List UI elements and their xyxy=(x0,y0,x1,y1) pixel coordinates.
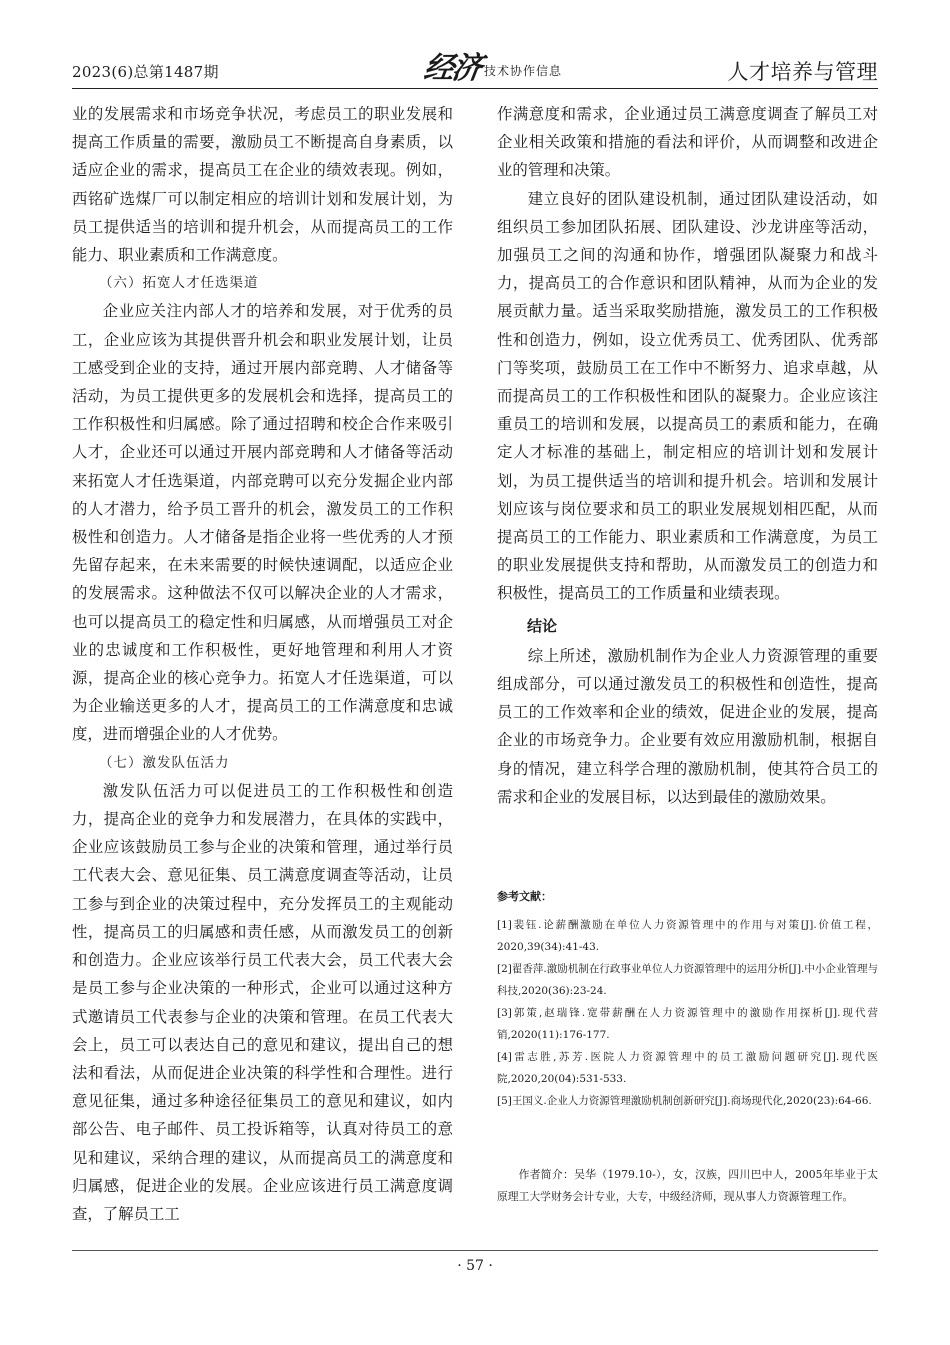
subheading-7: （七）激发队伍活力 xyxy=(99,754,230,771)
paragraph: 作满意度和需求，企业通过员工满意度调查了解员工对企业相关政策和措施的看法和评价，从而调整和改进企业的管理和决策。 xyxy=(497,105,878,180)
journal-subtitle: 技术协作信息 xyxy=(484,64,563,78)
footer-rule xyxy=(72,1250,878,1251)
reference-item: [4]雷志胜,苏芳.医院人力资源管理中的员工激励问题研究[J].现代医院,2020,20(04):531-533. xyxy=(497,1051,878,1085)
references xyxy=(497,886,878,1112)
paragraph: 激发队伍活力可以促进员工的工作积极性和创造力，提高企业的竞争力和发展潜力，在具体的实践中，企业应该鼓励员工参与企业的决策和管理，通过举行员工代表大会、意见征集、员工满意度调查等活动，让员工参与到企业的决策过程中，充分发挥员工的主观能动性，提高员工的归属感和责任感，从而激发员工的创新和创造力。企业应该举行员工代表大会，员工代表大会是员工参与企业决策的一种形式，企业可以通过这种方式邀请员工代表参与企业的决策和管理。在员工代表大会上，员工可以表达自己的意见和建议，提出自己的想法和看法，从而促进企业决策的科学性和合理性。进行意见征集，通过多种途径征集员工的意见和建议，如内部公告、电子邮件、员工投诉箱等，认真对待员工的意见和建议，采纳合理的建议，从而提高员工的满意度和归属感，促进企业的发展。企业应该进行员工满意度调查，了解员工工 xyxy=(72,781,453,1223)
references-title: 参考文献： xyxy=(497,890,552,903)
issue-label: 2023(6)总第1487期 xyxy=(72,63,219,81)
paragraph: 综上所述，激励机制作为企业人力资源管理的重要组成部分，可以通过激发员工的积极性和创造性，提高员工的工作效率和企业的绩效，促进企业的发展，提高企业的市场竞争力。企业要有效应用激励机制，根据自身的情况，建立科学合理的激励机制，使其符合员工的需求和企业的发展目标，以达到最佳的激励效果。 xyxy=(497,646,878,806)
left-column xyxy=(72,100,453,1228)
section-title: 人才培养与管理 xyxy=(727,60,878,84)
subheading-6: （六）拓宽人才任选渠道 xyxy=(99,275,259,292)
conclusion-heading: 结论 xyxy=(527,616,558,635)
author-bio: 作者简介：吴华（1979.10-），女，汉族，四川巴中人，2005年毕业于太原理工大学财务会计专业，大专，中级经济师，现从事人力资源管理工作。 xyxy=(497,1168,878,1203)
reference-item: [3]郭策,赵瑞锋.宽带薪酬在人力资源管理中的激励作用探析[J].现代营销,2020(11):176-177. xyxy=(497,1007,878,1041)
header-rule xyxy=(72,88,878,89)
paragraph: 业的发展需求和市场竞争状况，考虑员工的职业发展和提高工作质量的需要，激励员工不断提高自身素质，以适应企业的需求，提高员工在企业的绩效表现。例如，西铭矿选煤厂可以制定相应的培训计划和发展计划，为员工提供适当的培训和提升机会，从而提高员工的工作能力、职业素质和工作满意度。 xyxy=(72,105,453,265)
reference-item: [5]王国义.企业人力资源管理激励机制创新研究[J].商场现代化,2020(23):64-66. xyxy=(497,1095,872,1107)
paragraph: 建立良好的团队建设机制，通过团队建设活动，如组织员工参加团队拓展、团队建设、沙龙讲座等活动，加强员工之间的沟通和协作，增强团队凝聚力和战斗力，提高员工的合作意识和团队精神，从而为企业的发展贡献力量。适当采取奖励措施，激发员工的工作积极性和创造力，例如，设立优秀员工、优秀团队、优秀部门等奖项，鼓励员工在工作中不断努力、追求卓越，从而提高员工的工作积极性和团队的凝聚力。企业应该注重员工的培训和发展，以提高员工的素质和能力，在确定人才标准的基础上，制定相应的培训计划和发展计划，为员工提供适当的培训和提升机会。培训和发展计划应该与岗位要求和员工的职业发展规划相匹配，从而提高员工的工作能力、职业素质和工作满意度，为员工的职业发展提供支持和帮助，从而激发员工的创造力和积极性，提高员工的工作质量和业绩表现。 xyxy=(497,189,878,603)
journal-masthead xyxy=(421,51,563,86)
journal-logo: 经济 xyxy=(421,51,483,86)
page-header xyxy=(72,46,878,86)
paragraph: 企业应关注内部人才的培养和发展，对于优秀的员工，企业应该为其提供晋升机会和职业发展计划，让员工感受到企业的支持，通过开展内部竞聘、人才储备等活动，为员工提供更多的发展机会和选择，提高员工的工作积极性和归属感。除了通过招聘和校企合作来吸引人才，企业还可以通过开展内部竞聘和人才储备等活动来拓宽人才任选渠道，内部竞聘可以充分发掘企业内部的人才潜力，给予员工晋升的机会，激发员工的工作积极性和创造力。人才储备是指企业将一些优秀的人才预先留存起来，在未来需要的时候快速调配，以适应企业的发展需求。这种做法不仅可以解决企业的人才需求，也可以提高员工的稳定性和归属感，从而增强员工对企业的忠诚度和工作积极性，更好地管理和利用人才资源，提高企业的核心竞争力。拓宽人才任选渠道，可以为企业输送更多的人才，提高员工的工作满意度和忠诚度，进而增强企业的人才优势。 xyxy=(72,302,453,744)
reference-item: [2]翟香萍.激励机制在行政事业单位人力资源管理中的运用分析[J].中小企业管理与科技,2020(36):23-24. xyxy=(497,963,878,997)
page-number: · 57 · xyxy=(457,1258,493,1274)
reference-item: [1]裴钰.论薪酬激励在单位人力资源管理中的作用与对策[J].价值工程，2020,39(34):41-43. xyxy=(497,919,878,953)
right-column xyxy=(497,100,878,811)
